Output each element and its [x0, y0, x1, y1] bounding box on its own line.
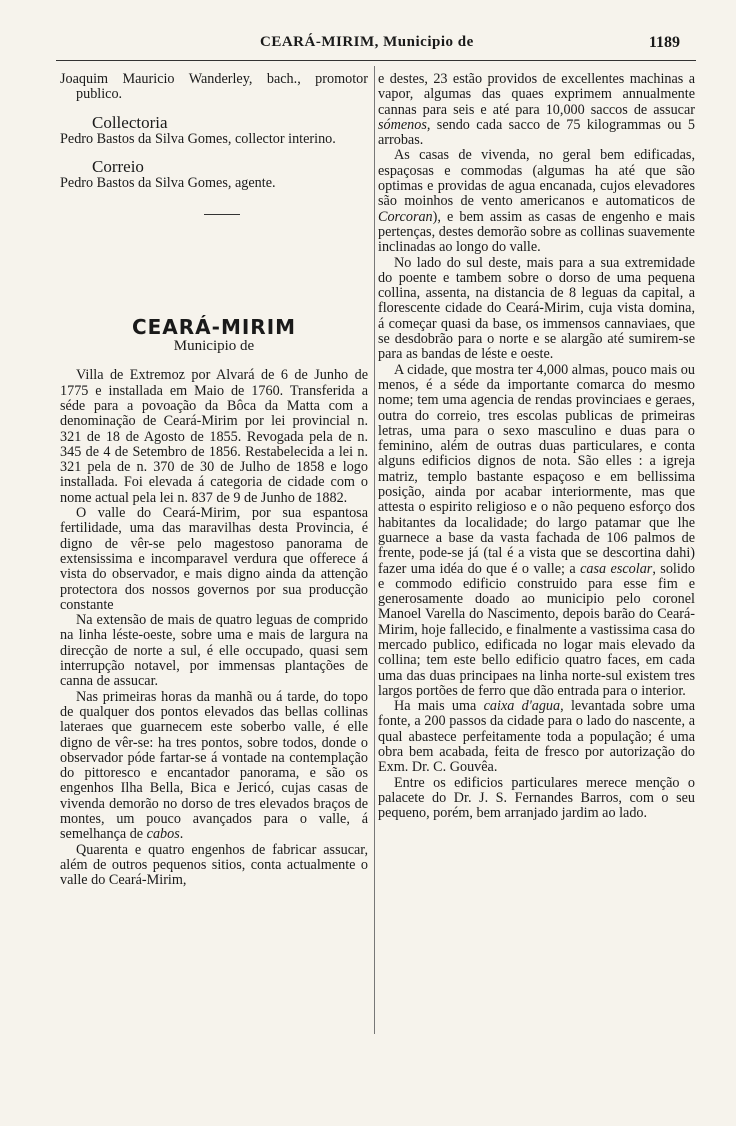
paragraph-city — [378, 363, 695, 700]
houses-text: As casas de vivenda, no geral bem edificadas, espaçosas e commodas (algumas ha até que são optimas e providas de agua encanada, cujos elevadores são moinhos de vento americanos e automaticos de — [378, 147, 695, 210]
paragraph-city-location: No lado do sul deste, mais para a sua extremidade do poente e tambem sobre o dorso de uma pequena collina, assenta, na distancia de 8 leguas da capital, a florescente cidade do Ceará-Mirim, cuja vista domina, á começar quasi da base, os immensos cannaviaes, que se desdobrão para o norte e se alargão até sumirem-se para as bandas de léste e oeste. — [378, 254, 695, 363]
column-separator — [374, 66, 375, 1034]
machines-italic-somenos: sómenos — [378, 116, 427, 133]
collectoria-heading: Collectoria — [92, 112, 168, 132]
paragraph-panorama — [60, 690, 368, 843]
section-title: CEARÁ-MIRIM — [131, 314, 297, 339]
city-italic-casa-escolar: casa escolar — [580, 560, 653, 577]
machines-text-end: , sendo cada sacco de 75 kilogrammas ou 5 arrobas. — [378, 116, 695, 149]
houses-text-end: ), e bem assim as casas de engenho e mais pertenças, destes demorão sobre as collinas suavemente inclinadas ao longo do valle. — [378, 208, 695, 256]
paragraph-machines — [378, 72, 695, 148]
paragraph-engenhos: Quarenta e quatro engenhos de fabricar assucar, além de outros pequenos sitios, conta actualmente o valle do Ceará-Mirim, — [60, 841, 368, 889]
section-subtitle: Municipio de — [173, 338, 255, 355]
city-text: A cidade, que mostra ter 4,000 almas, pouco mais ou menos, é a séde da importante comarca do mesmo nome; tem uma agencia de rendas provinciaes e geraes, outra do correio, tres escolas publicas de primeiras letras, uma para o sexo masculino e duas para o feminino, além de outras duas particulares, e conta alguns edificios dignos de nota. São elles : a igreja matriz, templo bastante espaçoso e em bellissima posição, ainda por acabar interiormente, mas que attesta o espirito religioso e o não pequeno esforço dos habitantes da localidade; do largo patamar que lhe guarnece a base da vasta fachada de 106 palmos de frente, pode-se já (tal é a vista que se descortina dahi) fazer uma idéa do que é o valle; a — [378, 361, 695, 577]
panorama-text-end: . — [179, 826, 184, 843]
paragraph-water — [378, 699, 695, 775]
water-text-end: , levantada sobre uma fonte, a 200 passos da cidade para o lado do nascente, a qual abastece perfeitamente toda a população; é uma obra bem acabada, feita de fresco por autorização do Exm. Dr. C. Gouvêa. — [378, 698, 696, 776]
correio-entry: Pedro Bastos da Silva Gomes, agente. — [60, 175, 276, 192]
water-italic-caixa: caixa d'agua — [483, 698, 561, 715]
section-divider — [204, 214, 240, 215]
paragraph-houses — [378, 148, 695, 255]
paragraph-extension: Na extensão de mais de quatro leguas de comprido na linha léste-oeste, sobre uma e mais de largura na direcção de norte a sul, é elle occupado, quasi sem interrupção notavel, por immensas plantações de canna de assucar. — [60, 612, 368, 690]
collectoria-entry: Pedro Bastos da Silva Gomes, collector interino. — [60, 130, 336, 147]
right-column — [378, 72, 695, 822]
correio-heading: Correio — [92, 157, 144, 177]
page-number: 1189 — [648, 34, 680, 51]
left-column — [60, 72, 368, 888]
promotor-entry: Joaquim Mauricio Wanderley, bach., promotor publico. — [60, 71, 368, 103]
machines-text: e destes, 23 estão providos de excellentes machinas a vapor, algumas das quaes exprimem annualmente cannas para seis e até para 10,000 saccos de assucar — [378, 71, 695, 118]
city-text-end: , solido e commodo edificio construido para esse fim e generosamente doado ao municipio pelo coronel Manoel Varella do Nascimento, depois barão do Ceará-Mirim, hoje fallecido, e finalmente a vastissima casa do mercado publico, edificada no logar mais elevado da collina; tem este bello edificio quatro faces, em cada uma das duas principaes na linha norte-sul existem tres largos portões de ferro que dão entrada para o interior. — [378, 560, 695, 699]
page-header — [60, 34, 680, 56]
paragraph-history: Villa de Extremoz por Alvará de 6 de Junho de 1775 e installada em Maio de 1760. Transferida a séde para a povoação da Bôca da Matta com a denominação de Ceará-Mirim por lei provincial n. 321 de 18 de Agosto de 1855. Revogada pela de n. 345 de 4 de Setembro de 1856. Restabelecida a lei n. 321 pela de n. 370 de 30 de Julho de 1858 e logo installada. Foi elevada á categoria de cidade com o nome actual pela lei n. 837 de 9 de Junho de 1882. — [60, 367, 368, 506]
header-rule — [56, 60, 696, 61]
paragraph-private-buildings: Entre os edificios particulares merece menção o palacete do Dr. J. S. Fernandes Barros, com o seu pequeno, porém, bem arranjado jardim ao lado. — [378, 774, 695, 822]
running-title: CEARÁ-MIRIM, Municipio de — [260, 34, 474, 50]
panorama-italic-cabos: cabos — [146, 826, 180, 843]
panorama-text: Nas primeiras horas da manhã ou á tarde, do topo de qualquer dos pontos elevados das bellas collinas lateraes que guarnecem este soberbo valle, é elle digno de vêr-se: ha tres pontos, sobre todos, donde o observador póde fartar-se á vontade na contemplação do pittoresco e encantador panorama, e são os engenhos Ilha Bella, Bica e Jericó, cujas casas de vivenda demorão no dorso de tres elevados braços de montes, um pouco avançados para o valle, á semelhança de — [60, 688, 368, 843]
houses-italic-corcoran: Corcoran — [378, 208, 433, 225]
paragraph-valley: O valle do Ceará-Mirim, por sua espantosa fertilidade, uma das maravilhas desta Provincia, é digno de vêr-se pelo magestoso panorama de extensissima e incomparavel verdura que offerece á vista do observador, e mais digno ainda da attenção protectora dos nossos governos por sua producção constante — [60, 505, 368, 613]
water-text: Ha mais uma — [394, 698, 484, 715]
